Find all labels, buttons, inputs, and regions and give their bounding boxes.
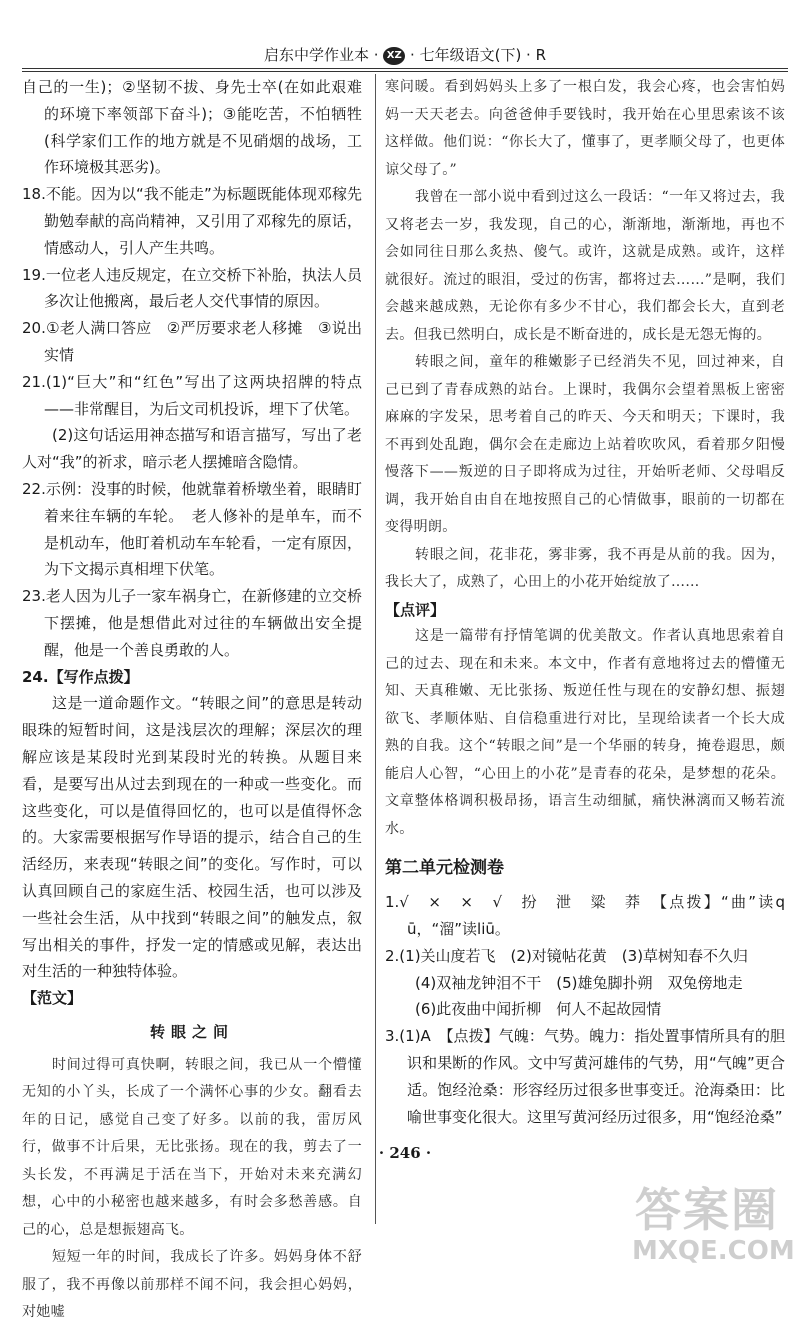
page-number: · 246 · (378, 1144, 432, 1162)
answer-17-cont: 自己的一生)；②坚韧不拔、身先士卒(在如此艰难的环境下率领部下奋斗)；③能吃苦，不怕牺牲(科学家们工作的地方就是不见硝烟的战场，工作环境极其恶劣)。 (22, 78, 362, 177)
writing-tip-body: 这是一道命题作文。“转眼之间”的意思是转动眼珠的短暂时间，这是浅层次的理解；深层次的理解应该是某段时光到某段时光的转换。从题目来看，是要写出从过去到现在的一种或一些变化。而这些变化，可以是值得回忆的，也可以是值得怀念的。大家需要根据写作导语的提示，结合自己的生活经历，来表现“转眼之间”的变化。写作时，可以认真回顾自己的家庭生活、校园生活，也可以涉及一些社会生活，从中找到“转眼之间”的触发点，叙写出相关的事件，抒发一定的情感或见解，表达出对生活的一种独特体验。 (22, 694, 362, 981)
model-essay-label: 【范文】 (22, 989, 83, 1008)
xz-badge: XZ (383, 47, 405, 65)
header-rule-thick (22, 71, 788, 72)
answer-19: 19.一位老人违反规定，在立交桥下补胎，执法人员多次让他搬离，最后老人交代事情的原因。 (22, 265, 362, 311)
test-answer-3: 3.(1)A 【点拨】气魄：气势。魄力：指处置事情所具有的胆识和果断的作风。文中写黄河雄伟的气势，用“气魄”更合适。饱经沧桑：形容经历过很多世事变迁。沧海桑田：比喻世事变化很大。这里写黄河经历过很多，用“饱经沧桑” (385, 1027, 785, 1126)
header-rule-thin (22, 68, 788, 69)
watermark-logo: 答案圈 (635, 1183, 779, 1237)
answer-20: 20.①老人满口答应 ②严厉要求老人移摊 ③说出实情 (22, 319, 362, 364)
essay-paragraph-5: 转眼之间，花非花，雾非雾，我不再是从前的我。因为，我长大了，成熟了，心田上的小花开始绽放了…… (385, 546, 785, 590)
essay-paragraph-3: 我曾在一部小说中看到过这么一段话：“一年又将过去，我又将老去一岁，我发现，自己的心，渐渐地，渐渐地，再也不会如同往日那么炙热、傻气。或许，这就是成熟。或许，这样就很好。流过的眼泪，受过的伤害，都将过去……”是啊，我们会越来越成熟，无论你有多少不甘心，我们都会长大，直到老去。但我已然明白，成长是不断奋进的，成长是无怨无悔的。 (385, 189, 785, 343)
essay-title: 转眼之间 (149, 1022, 234, 1041)
running-header (0, 42, 810, 68)
test-answer-2b: (4)双袖龙钟泪不干 (5)雄兔脚扑朔 双兔傍地走 (415, 973, 743, 992)
answer-21a: 21.(1)“巨大”和“红色”写出了这两块招牌的特点——非常醒目，为后文司机投诉，埋下了伏笔。 (22, 372, 362, 418)
answer-18: 18.不能。因为以“我不能走”为标题既能体现邓稼先勤勉奉献的高尚精神，又引用了邓稼先的原话，情感动人，引人产生共鸣。 (22, 185, 362, 257)
column-divider (375, 74, 376, 1224)
header-prefix: 启东中学作业本 · (263, 46, 384, 64)
header-suffix: · 七年级语文(下) · R (405, 46, 547, 64)
writing-tip-label: 24.【写作点拨】 (22, 667, 139, 686)
site-watermark (632, 1183, 795, 1276)
answer-21b: (2)这句话运用神态描写和语言描写，写出了老人对“我”的祈求，暗示老人摆摊暗含隐情。 (22, 426, 362, 472)
test-answer-1: 1.√ × × √ 扮 泄 粱 莽 【点拨】“曲”读qū，“溜”读liū。 (385, 893, 785, 939)
right-column (385, 74, 785, 1130)
answer-23: 23.老人因为儿子一家车祸身亡，在新修建的立交桥下摆摊，他是想借此对过往的车辆做出安全提醒，他是一个善良勇敢的人。 (22, 587, 362, 659)
test-answer-2a: 2.(1)关山度若飞 (2)对镜帖花黄 (3)草树知春不久归 (385, 946, 749, 965)
essay-paragraph-4: 转眼之间，童年的稚嫩影子已经消失不见，回过神来，自己已到了青春成熟的站台。上课时，我偶尔会望着黑板上密密麻麻的字发呆，思考着自己的昨天、今天和明天；下课时，我不再到处乱跑，偶尔会在走廊边上站着吹吹风，看着那夕阳慢慢落下——叛逆的日子即将成为过往，开始听老师、父母唱反调，我开始自由自在地按照自己的心情做事，眼前的一切都在变得明朗。 (385, 354, 785, 535)
watermark-url: MXQE.COM (632, 1236, 795, 1266)
essay-paragraph-2: 短短一年的时间，我成长了许多。妈妈身体不舒服了，我不再像以前那样不闻不问，我会担心妈妈，对她嘘 (22, 1249, 362, 1321)
comment-label: 【点评】 (385, 600, 446, 619)
unit-test-title: 第二单元检测卷 (385, 858, 504, 879)
answer-22: 22.示例：没事的时候，他就靠着桥墩坐着，眼睛盯着来往车辆的车轮。 老人修补的是单车，而不是机动车，他盯着机动车车轮看，一定有原因，为下文揭示真相埋下伏笔。 (22, 479, 362, 579)
essay-paragraph-1: 时间过得可真快啊，转眼之间，我已从一个懵懂无知的小丫头，长成了一个满怀心事的少女。翻看去年的日记，感觉自己变了好多。以前的我，雷厉风行，做事不计后果，无比张扬。现在的我，剪去了一头长发，不再满足于活在当下，开始对未来充满幻想，心中的小秘密也越来越多，有时会多愁善感。自己的心，总是想振翅高飞。 (22, 1056, 362, 1238)
test-answer-2c: (6)此夜曲中闻折柳 何人不起故园情 (415, 1000, 662, 1019)
comment-body: 这是一篇带有抒情笔调的优美散文。作者认真地思索着自己的过去、现在和未来。本文中，作者有意地将过去的懵懂无知、天真稚嫩、无比张扬、叛逆任性与现在的安静幻想、振翅欲飞、孝顺体贴、自信稳重进行对比，呈现给读者一个长大成熟的自我。这个“转眼之间”是一个华丽的转身，掩卷遐思，颇能启人心智，“心田上的小花”是青春的花朵，是梦想的花朵。文章整体格调积极昂扬，语言生动细腻，痛快淋漓而又畅若流水。 (385, 628, 785, 837)
left-column (22, 74, 362, 1327)
essay-paragraph-2-cont: 寒问暖。看到妈妈头上多了一根白发，我会心疼，也会害怕妈妈一天天老去。向爸爸伸手要钱时，我开始在心里思索该不该这样做。他们说：“你长大了，懂事了，更孝顺父母了，也更体谅父母了。” (385, 79, 785, 178)
